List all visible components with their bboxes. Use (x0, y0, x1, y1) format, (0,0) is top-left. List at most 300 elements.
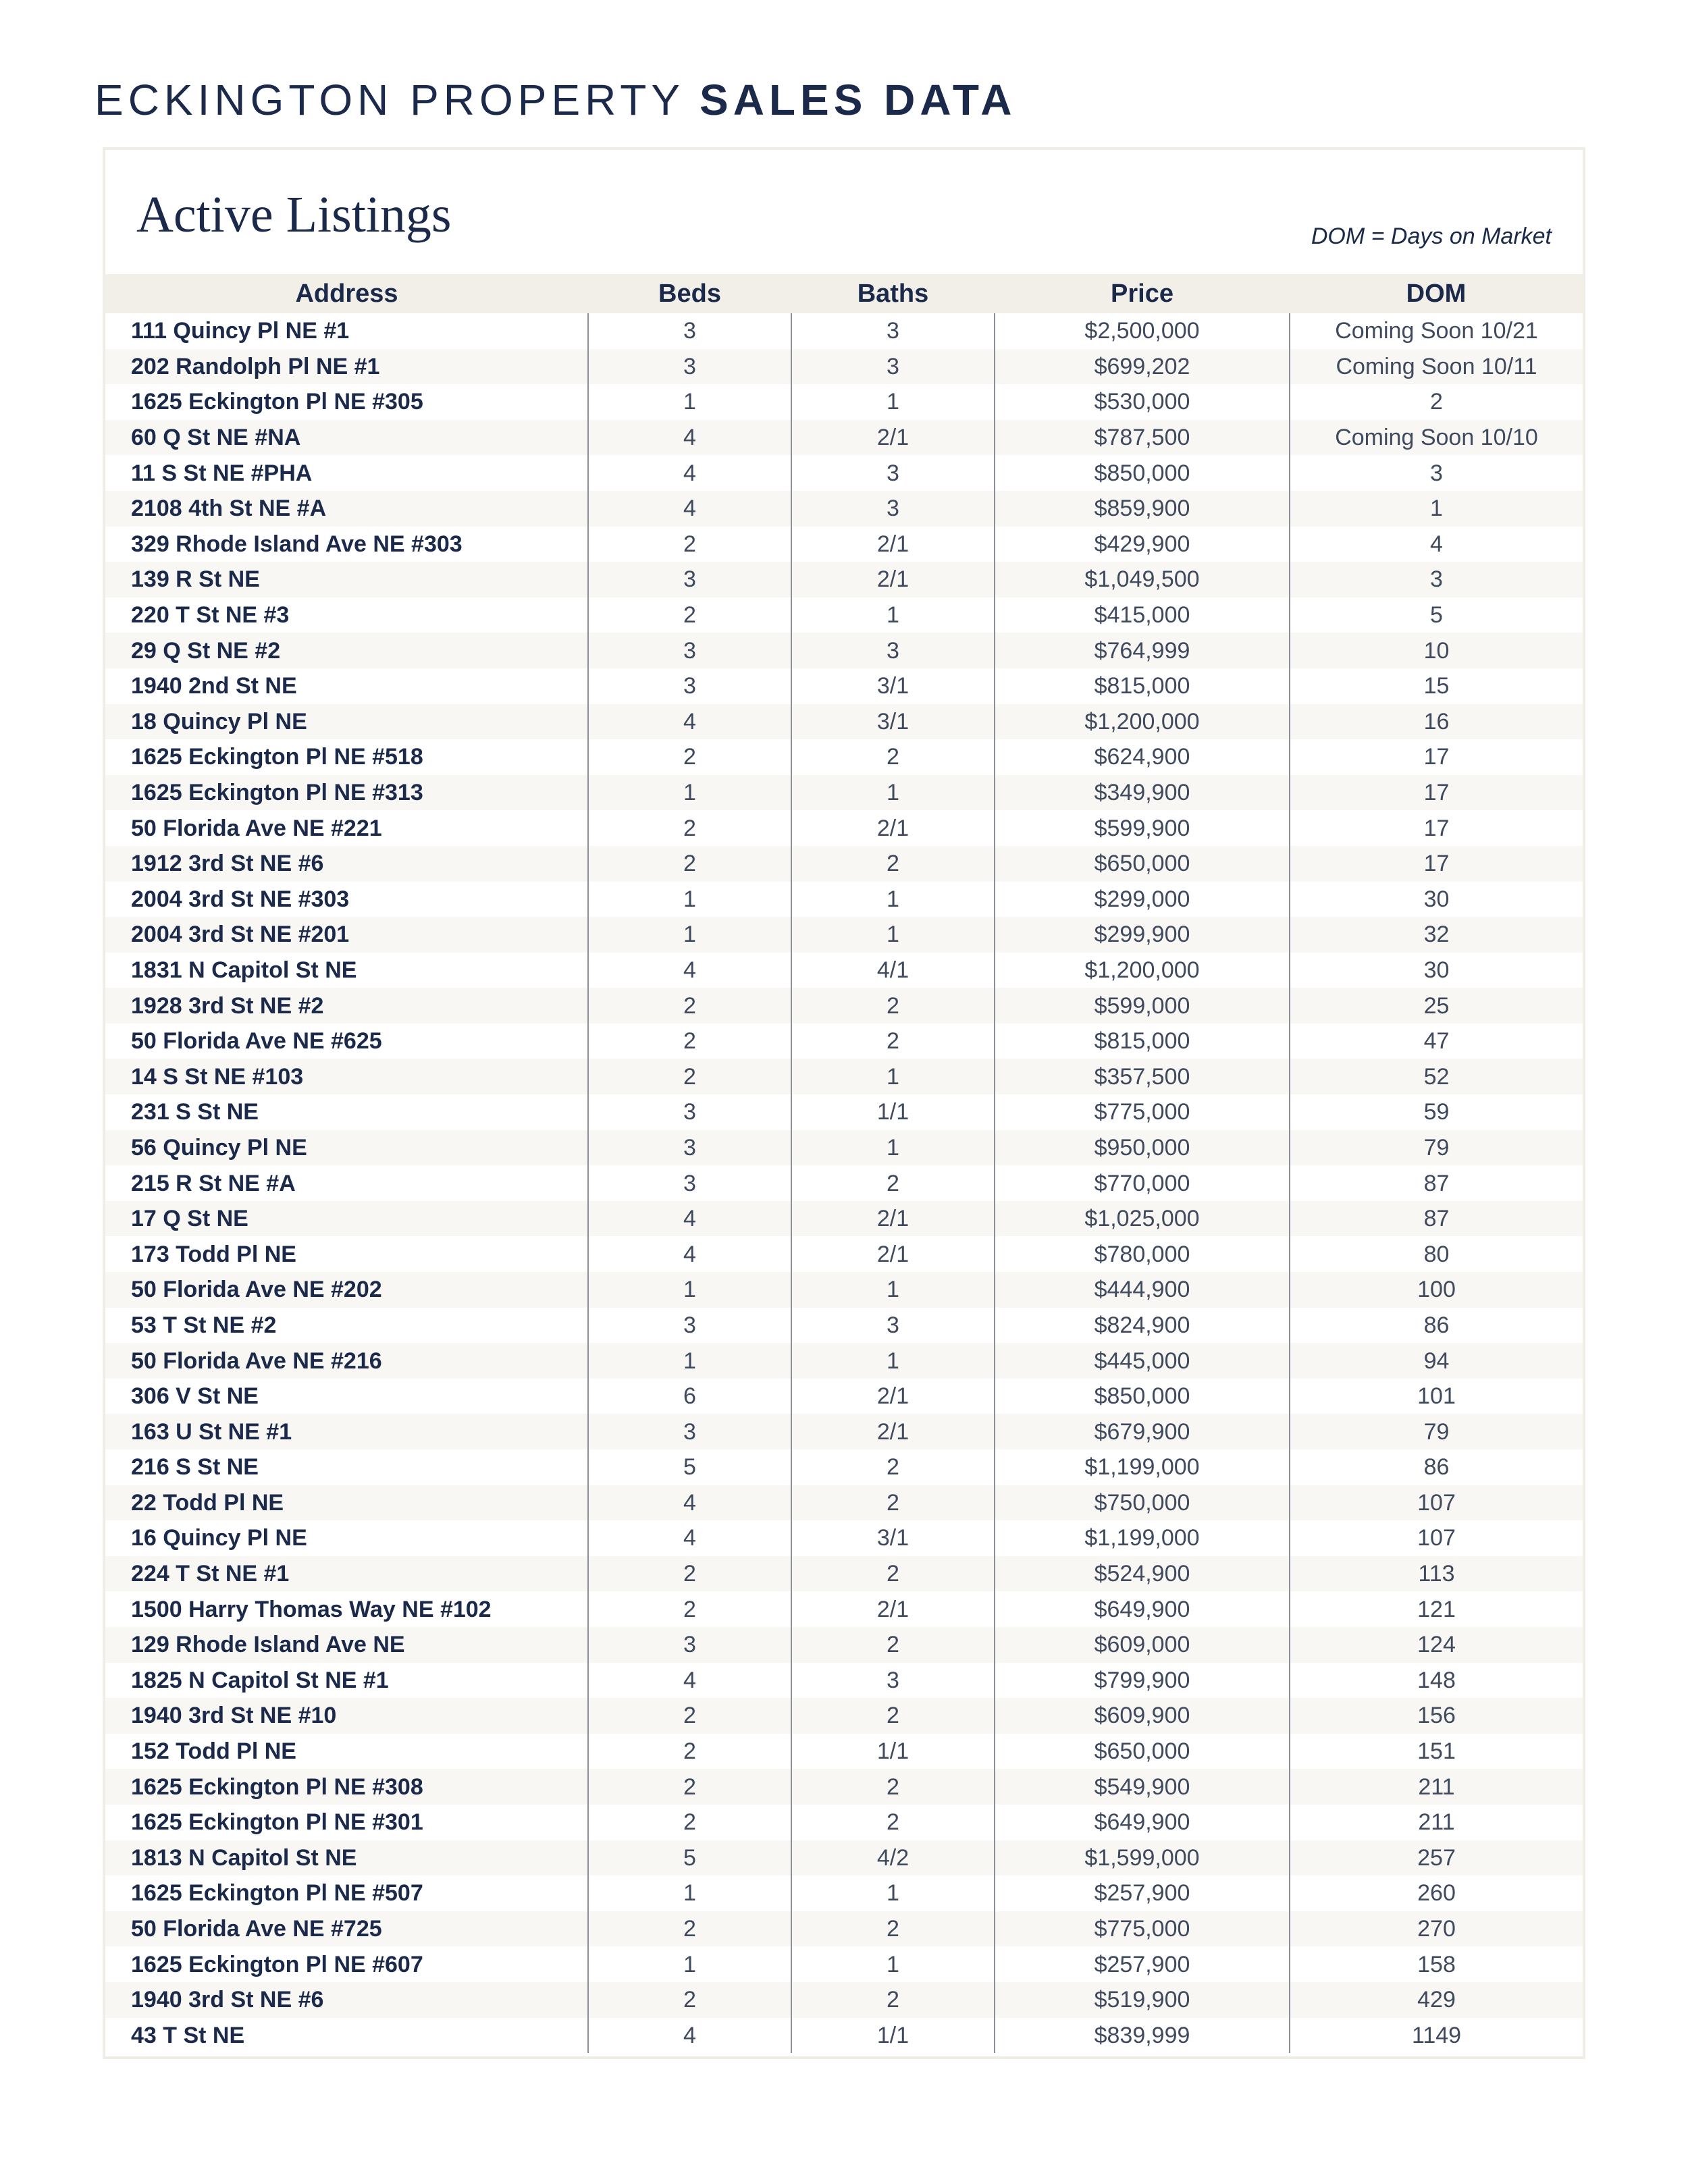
cell-price: $770,000 (995, 1165, 1290, 1201)
cell-price: $349,900 (995, 775, 1290, 811)
table-row (105, 1272, 1583, 1308)
cell-beds: 2 (588, 739, 791, 775)
cell-dom: 148 (1290, 1663, 1583, 1699)
cell-beds: 1 (588, 1343, 791, 1379)
table-row (105, 1698, 1583, 1734)
cell-beds: 2 (588, 1982, 791, 2018)
cell-price: $257,900 (995, 1946, 1290, 1982)
cell-address: 1625 Eckington Pl NE #305 (131, 389, 423, 415)
cell-beds: 3 (588, 633, 791, 668)
table-row (105, 1946, 1583, 1982)
cell-dom: 17 (1290, 810, 1583, 846)
cell-price: $950,000 (995, 1130, 1290, 1166)
cell-address: 231 S St NE (131, 1099, 259, 1125)
cell-dom: 5 (1290, 597, 1583, 633)
cell-price: $519,900 (995, 1982, 1290, 2018)
cell-address: 152 Todd Pl NE (131, 1738, 296, 1765)
cell-dom: 101 (1290, 1379, 1583, 1414)
cell-address: 224 T St NE #1 (105, 1556, 588, 1592)
table-row (105, 1769, 1583, 1805)
cell-address: 306 V St NE (131, 1383, 259, 1410)
cell-beds: 5 (588, 1449, 791, 1485)
table-row (105, 1130, 1583, 1166)
table-row (105, 455, 1583, 491)
cell-dom: 79 (1290, 1414, 1583, 1449)
cell-baths: 2 (791, 1449, 995, 1485)
cell-dom: 100 (1290, 1272, 1583, 1308)
cell-baths: 4/1 (791, 953, 995, 988)
cell-baths: 2/1 (791, 1201, 995, 1237)
cell-beds: 2 (588, 597, 791, 633)
cell-address: 53 T St NE #2 (131, 1312, 277, 1338)
table-row (105, 953, 1583, 988)
table-row (105, 633, 1583, 668)
cell-price: $299,000 (995, 882, 1290, 917)
cell-address: 60 Q St NE #NA (105, 420, 588, 456)
cell-baths: 1/1 (791, 1734, 995, 1769)
cell-address: 173 Todd Pl NE (131, 1241, 296, 1267)
cell-price: $429,900 (995, 527, 1290, 562)
cell-dom: 52 (1290, 1059, 1583, 1094)
cell-address: 1625 Eckington Pl NE #301 (131, 1809, 423, 1836)
cell-price: $850,000 (995, 1379, 1290, 1414)
cell-beds: 2 (588, 1023, 791, 1059)
cell-price: $299,900 (995, 917, 1290, 953)
dom-legend-note: DOM = Days on Market (1311, 223, 1552, 249)
cell-dom: 16 (1290, 704, 1583, 740)
cell-beds: 1 (588, 1946, 791, 1982)
cell-dom: 429 (1290, 1982, 1583, 2018)
cell-address: 14 S St NE #103 (105, 1059, 588, 1094)
cell-price: $444,900 (995, 1272, 1290, 1308)
cell-price: $839,999 (995, 2018, 1290, 2054)
cell-beds: 1 (588, 384, 791, 420)
cell-baths: 2 (791, 988, 995, 1023)
cell-dom: 86 (1290, 1308, 1583, 1343)
column-header-baths: Baths (791, 274, 995, 313)
cell-address: 1625 Eckington Pl NE #607 (131, 1951, 423, 1977)
cell-beds: 2 (588, 1769, 791, 1805)
cell-dom: 211 (1290, 1805, 1583, 1840)
cell-address: 1928 3rd St NE #2 (105, 988, 588, 1023)
table-row (105, 1663, 1583, 1699)
cell-address: 111 Quincy Pl NE #1 (131, 318, 350, 344)
cell-price: $609,900 (995, 1698, 1290, 1734)
cell-baths: 1 (791, 917, 995, 953)
cell-price: $650,000 (995, 1734, 1290, 1769)
cell-dom: 80 (1290, 1236, 1583, 1272)
cell-dom: 211 (1290, 1769, 1583, 1805)
cell-price: $1,199,000 (995, 1520, 1290, 1556)
cell-price: $824,900 (995, 1308, 1290, 1343)
listings-table (105, 274, 1583, 2053)
cell-dom: 4 (1290, 527, 1583, 562)
cell-price: $599,000 (995, 988, 1290, 1023)
cell-dom: 30 (1290, 953, 1583, 988)
cell-baths: 2/1 (791, 420, 995, 456)
table-row (105, 846, 1583, 882)
table-row (105, 1734, 1583, 1769)
cell-address: 129 Rhode Island Ave NE (105, 1627, 588, 1663)
table-row (105, 1982, 1583, 2018)
cell-baths: 2/1 (791, 1379, 995, 1414)
cell-baths: 2 (791, 1556, 995, 1592)
cell-dom: Coming Soon 10/21 (1290, 313, 1583, 349)
cell-dom: 257 (1290, 1840, 1583, 1876)
cell-price: $445,000 (995, 1343, 1290, 1379)
cell-baths: 1 (791, 1272, 995, 1308)
cell-dom: 25 (1290, 988, 1583, 1023)
cell-baths: 3 (791, 455, 995, 491)
cell-baths: 3 (791, 313, 995, 349)
table-row (105, 1165, 1583, 1201)
table-row (105, 775, 1583, 811)
cell-baths: 2/1 (791, 1414, 995, 1449)
table-row (105, 1343, 1583, 1379)
cell-dom: 1 (1290, 491, 1583, 527)
cell-baths: 3 (791, 1308, 995, 1343)
cell-beds: 2 (588, 1734, 791, 1769)
cell-price: $2,500,000 (995, 313, 1290, 349)
cell-dom: 17 (1290, 775, 1583, 811)
cell-baths: 2 (791, 1911, 995, 1947)
cell-address: 50 Florida Ave NE #221 (131, 815, 382, 841)
column-header-price: Price (995, 274, 1290, 313)
cell-address: 163 U St NE #1 (105, 1414, 588, 1449)
page-title-bold: SALES DATA (700, 76, 1017, 124)
cell-price: $1,199,000 (995, 1449, 1290, 1485)
cell-beds: 1 (588, 917, 791, 953)
cell-baths: 1 (791, 882, 995, 917)
table-row (105, 1379, 1583, 1414)
cell-address: 2004 3rd St NE #201 (105, 917, 588, 953)
cell-address: 1940 2nd St NE (131, 673, 297, 699)
cell-baths: 2 (791, 1805, 995, 1840)
table-row (105, 1308, 1583, 1343)
cell-dom: 32 (1290, 917, 1583, 953)
cell-baths: 3 (791, 349, 995, 385)
table-row (105, 1023, 1583, 1059)
cell-dom: 107 (1290, 1485, 1583, 1521)
cell-beds: 2 (588, 527, 791, 562)
cell-dom: 158 (1290, 1946, 1583, 1982)
cell-price: $1,049,500 (995, 562, 1290, 597)
table-row (105, 988, 1583, 1023)
table-row (105, 1591, 1583, 1627)
cell-address: 18 Quincy Pl NE (105, 704, 588, 740)
cell-beds: 2 (588, 988, 791, 1023)
cell-dom: 121 (1290, 1591, 1583, 1627)
cell-beds: 4 (588, 455, 791, 491)
page-title-light: ECKINGTON PROPERTY (95, 76, 685, 124)
cell-dom: 94 (1290, 1343, 1583, 1379)
cell-price: $649,900 (995, 1805, 1290, 1840)
cell-beds: 2 (588, 1698, 791, 1734)
table-row (105, 349, 1583, 385)
cell-price: $257,900 (995, 1875, 1290, 1911)
cell-price: $415,000 (995, 597, 1290, 633)
cell-beds: 3 (588, 1165, 791, 1201)
cell-baths: 3/1 (791, 704, 995, 740)
cell-beds: 4 (588, 491, 791, 527)
cell-baths: 2 (791, 846, 995, 882)
cell-dom: 2 (1290, 384, 1583, 420)
cell-address: 216 S St NE (131, 1454, 259, 1481)
cell-address: 29 Q St NE #2 (105, 633, 588, 668)
cell-price: $850,000 (995, 455, 1290, 491)
cell-dom: 3 (1290, 455, 1583, 491)
cell-baths: 2/1 (791, 1591, 995, 1627)
cell-beds: 3 (588, 1308, 791, 1343)
cell-baths: 1 (791, 1130, 995, 1166)
cell-beds: 4 (588, 1485, 791, 1521)
cell-dom: Coming Soon 10/11 (1290, 349, 1583, 385)
cell-baths: 3/1 (791, 668, 995, 704)
cell-price: $750,000 (995, 1485, 1290, 1521)
cell-price: $1,599,000 (995, 1840, 1290, 1876)
cell-address: 1813 N Capitol St NE (105, 1840, 588, 1876)
cell-dom: 260 (1290, 1875, 1583, 1911)
cell-baths: 1 (791, 1343, 995, 1379)
table-row (105, 1556, 1583, 1592)
table-row (105, 810, 1583, 846)
table-row (105, 1414, 1583, 1449)
cell-dom: 113 (1290, 1556, 1583, 1592)
cell-beds: 3 (588, 1414, 791, 1449)
page-title (95, 73, 1016, 127)
cell-beds: 3 (588, 1094, 791, 1130)
cell-baths: 2/1 (791, 1236, 995, 1272)
cell-address: 1625 Eckington Pl NE #308 (105, 1769, 588, 1805)
cell-dom: 270 (1290, 1911, 1583, 1947)
cell-price: $530,000 (995, 384, 1290, 420)
cell-beds: 1 (588, 1272, 791, 1308)
cell-baths: 2/1 (791, 562, 995, 597)
table-row (105, 562, 1583, 597)
cell-baths: 1 (791, 597, 995, 633)
table-row (105, 1485, 1583, 1521)
cell-beds: 1 (588, 775, 791, 811)
table-row (105, 1059, 1583, 1094)
cell-beds: 3 (588, 1627, 791, 1663)
cell-baths: 1 (791, 1059, 995, 1094)
cell-beds: 4 (588, 704, 791, 740)
table-row (105, 1805, 1583, 1840)
table-row (105, 917, 1583, 953)
cell-baths: 3 (791, 1663, 995, 1699)
cell-address: 50 Florida Ave NE #202 (105, 1272, 588, 1308)
cell-price: $775,000 (995, 1094, 1290, 1130)
cell-dom: 107 (1290, 1520, 1583, 1556)
table-row (105, 1094, 1583, 1130)
table-body (105, 313, 1583, 2053)
cell-address: 1625 Eckington Pl NE #313 (105, 775, 588, 811)
cell-address: 2108 4th St NE #A (105, 491, 588, 527)
table-row (105, 1201, 1583, 1237)
cell-address: 220 T St NE #3 (131, 602, 290, 629)
table-row (105, 597, 1583, 633)
cell-address: 50 Florida Ave NE #725 (105, 1911, 588, 1947)
cell-beds: 1 (588, 882, 791, 917)
cell-baths: 2/1 (791, 810, 995, 846)
cell-beds: 4 (588, 1520, 791, 1556)
table-row (105, 1449, 1583, 1485)
section-title: Active Listings (136, 186, 452, 243)
cell-price: $699,202 (995, 349, 1290, 385)
cell-dom: 87 (1290, 1201, 1583, 1237)
cell-address: 11 S St NE #PHA (131, 460, 313, 486)
cell-price: $524,900 (995, 1556, 1290, 1592)
cell-beds: 3 (588, 349, 791, 385)
cell-beds: 3 (588, 313, 791, 349)
cell-baths: 2/1 (791, 527, 995, 562)
table-row (105, 491, 1583, 527)
cell-dom: 87 (1290, 1165, 1583, 1201)
cell-price: $799,900 (995, 1663, 1290, 1699)
cell-beds: 2 (588, 1805, 791, 1840)
cell-price: $859,900 (995, 491, 1290, 527)
cell-beds: 2 (588, 1591, 791, 1627)
cell-address: 50 Florida Ave NE #216 (105, 1343, 588, 1379)
cell-baths: 1 (791, 1946, 995, 1982)
cell-dom: 124 (1290, 1627, 1583, 1663)
listings-panel (103, 147, 1585, 2059)
cell-dom: 3 (1290, 562, 1583, 597)
cell-address: 2004 3rd St NE #303 (131, 886, 350, 912)
cell-baths: 3 (791, 633, 995, 668)
table-row (105, 739, 1583, 775)
cell-baths: 2 (791, 1023, 995, 1059)
table-row (105, 313, 1583, 349)
cell-price: $1,200,000 (995, 704, 1290, 740)
cell-baths: 2 (791, 1627, 995, 1663)
cell-price: $764,999 (995, 633, 1290, 668)
column-header-dom: DOM (1290, 274, 1583, 313)
cell-address: 1825 N Capitol St NE #1 (131, 1667, 389, 1693)
table-row (105, 1236, 1583, 1272)
cell-dom: Coming Soon 10/10 (1290, 420, 1583, 456)
cell-dom: 59 (1290, 1094, 1583, 1130)
cell-beds: 4 (588, 1201, 791, 1237)
cell-dom: 1149 (1290, 2018, 1583, 2054)
cell-beds: 1 (588, 1875, 791, 1911)
cell-beds: 2 (588, 1556, 791, 1592)
cell-address: 22 Todd Pl NE (105, 1485, 588, 1521)
cell-beds: 4 (588, 2018, 791, 2054)
cell-baths: 2 (791, 1982, 995, 2018)
cell-dom: 17 (1290, 846, 1583, 882)
cell-price: $787,500 (995, 420, 1290, 456)
cell-price: $599,900 (995, 810, 1290, 846)
cell-address: 202 Randolph Pl NE #1 (105, 349, 588, 385)
cell-baths: 4/2 (791, 1840, 995, 1876)
cell-beds: 3 (588, 668, 791, 704)
cell-dom: 86 (1290, 1449, 1583, 1485)
cell-beds: 2 (588, 1911, 791, 1947)
cell-dom: 79 (1290, 1130, 1583, 1166)
cell-beds: 3 (588, 562, 791, 597)
cell-dom: 15 (1290, 668, 1583, 704)
cell-baths: 2 (791, 1165, 995, 1201)
cell-baths: 1 (791, 1875, 995, 1911)
cell-beds: 2 (588, 846, 791, 882)
cell-price: $815,000 (995, 668, 1290, 704)
cell-beds: 3 (588, 1130, 791, 1166)
cell-address: 1625 Eckington Pl NE #507 (131, 1880, 423, 1907)
cell-beds: 2 (588, 1059, 791, 1094)
cell-price: $775,000 (995, 1911, 1290, 1947)
cell-baths: 2 (791, 1769, 995, 1805)
cell-address: 139 R St NE (105, 562, 588, 597)
cell-baths: 2 (791, 739, 995, 775)
cell-baths: 2 (791, 1485, 995, 1521)
cell-beds: 4 (588, 953, 791, 988)
table-row (105, 1911, 1583, 1947)
cell-address: 16 Quincy Pl NE (131, 1525, 307, 1551)
cell-address: 329 Rhode Island Ave NE #303 (131, 531, 463, 557)
cell-baths: 3 (791, 491, 995, 527)
cell-baths: 1 (791, 384, 995, 420)
table-row (105, 1840, 1583, 1876)
cell-beds: 4 (588, 1663, 791, 1699)
cell-dom: 17 (1290, 739, 1583, 775)
cell-dom: 151 (1290, 1734, 1583, 1769)
cell-address: 215 R St NE #A (131, 1170, 296, 1196)
table-row (105, 2018, 1583, 2054)
cell-price: $780,000 (995, 1236, 1290, 1272)
cell-address: 43 T St NE (131, 2022, 245, 2048)
cell-dom: 30 (1290, 882, 1583, 917)
cell-price: $549,900 (995, 1769, 1290, 1805)
cell-baths: 1/1 (791, 1094, 995, 1130)
cell-address: 1912 3rd St NE #6 (105, 846, 588, 882)
cell-baths: 1/1 (791, 2018, 995, 2054)
table-row (105, 1627, 1583, 1663)
column-header-address: Address (105, 274, 588, 313)
table-row (105, 668, 1583, 704)
cell-dom: 47 (1290, 1023, 1583, 1059)
cell-price: $679,900 (995, 1414, 1290, 1449)
cell-address: 1500 Harry Thomas Way NE #102 (131, 1596, 492, 1622)
cell-price: $609,000 (995, 1627, 1290, 1663)
cell-price: $1,025,000 (995, 1201, 1290, 1237)
cell-beds: 2 (588, 810, 791, 846)
cell-address: 1940 3rd St NE #10 (105, 1698, 588, 1734)
cell-price: $649,900 (995, 1591, 1290, 1627)
cell-price: $815,000 (995, 1023, 1290, 1059)
table-header-row (105, 274, 1583, 313)
cell-address: 56 Quincy Pl NE (105, 1130, 588, 1166)
cell-beds: 4 (588, 1236, 791, 1272)
cell-price: $650,000 (995, 846, 1290, 882)
cell-beds: 5 (588, 1840, 791, 1876)
cell-address: 1831 N Capitol St NE (131, 957, 357, 983)
column-header-beds: Beds (588, 274, 791, 313)
cell-address: 1625 Eckington Pl NE #518 (131, 744, 423, 770)
cell-baths: 2 (791, 1698, 995, 1734)
table-row (105, 882, 1583, 917)
table-row (105, 1520, 1583, 1556)
table-row (105, 1875, 1583, 1911)
cell-dom: 10 (1290, 633, 1583, 668)
cell-dom: 156 (1290, 1698, 1583, 1734)
cell-beds: 6 (588, 1379, 791, 1414)
cell-price: $357,500 (995, 1059, 1290, 1094)
cell-price: $1,200,000 (995, 953, 1290, 988)
cell-baths: 1 (791, 775, 995, 811)
cell-address: 50 Florida Ave NE #625 (131, 1028, 382, 1055)
cell-beds: 4 (588, 420, 791, 456)
